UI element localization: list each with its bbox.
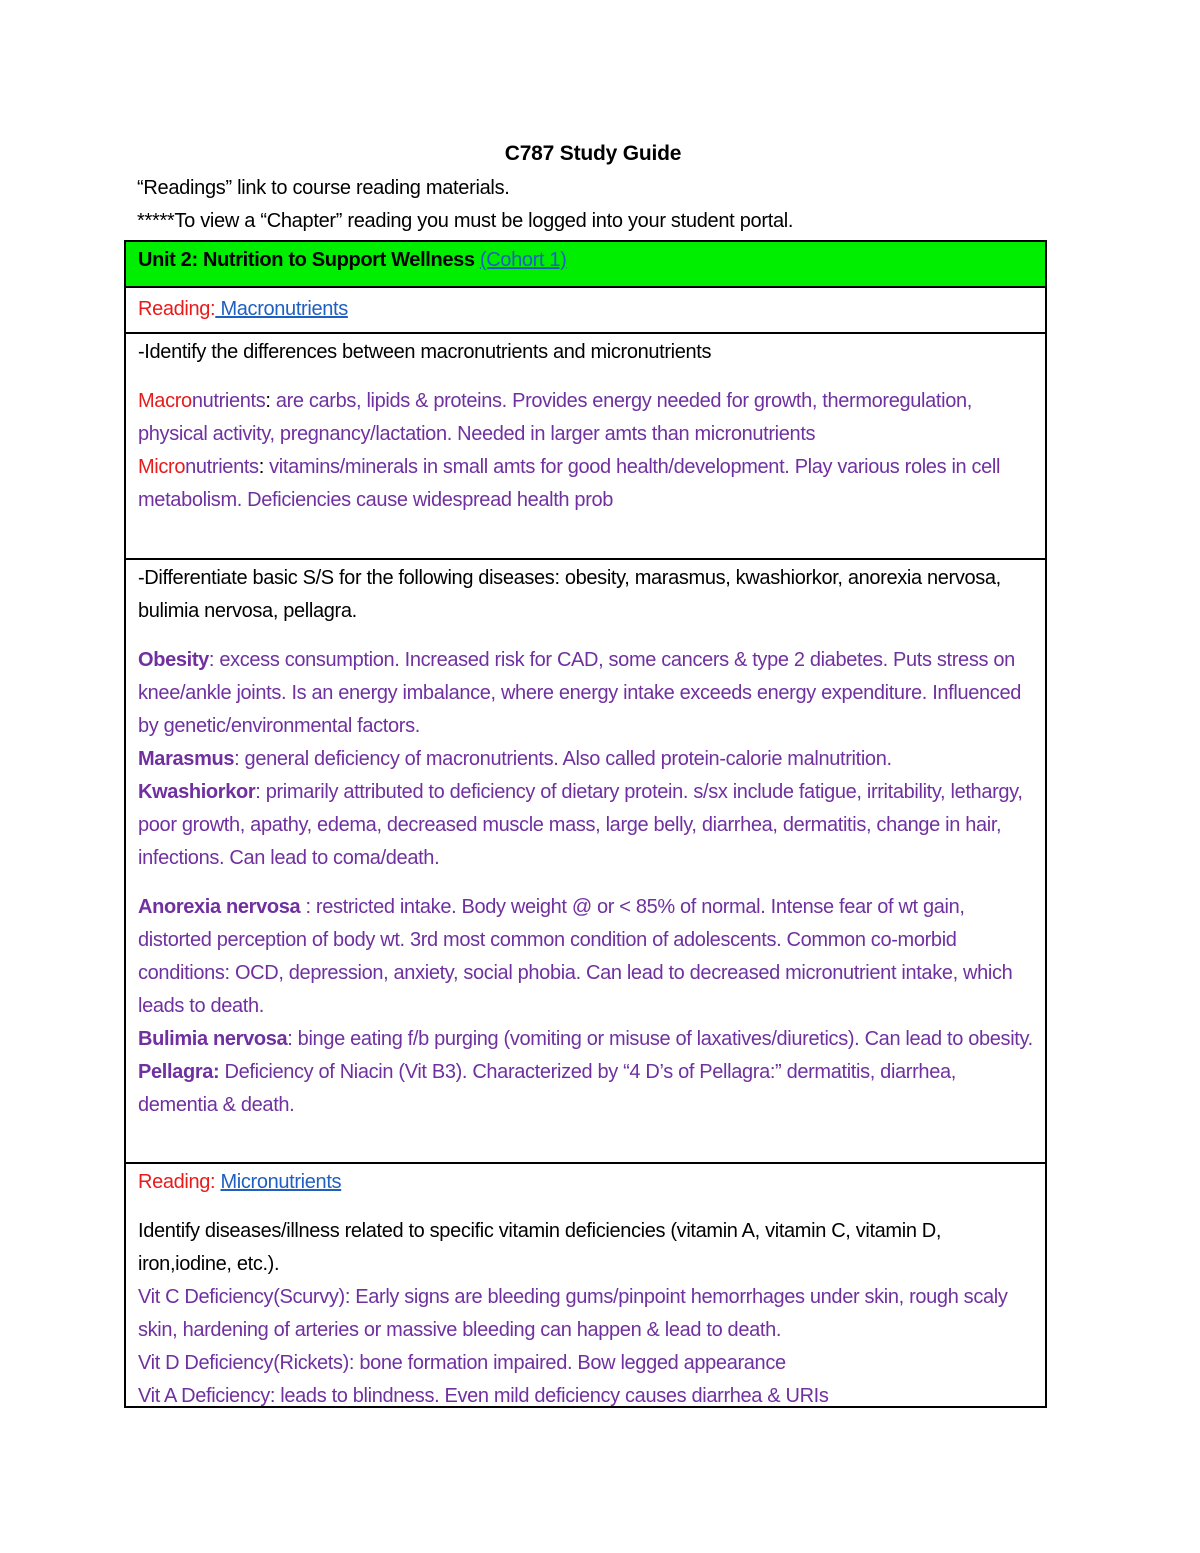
vitamin-a-entry: Vit A Deficiency: leads to blindness. Even mild deficiency causes diarrhea & URIs: [138, 1385, 829, 1407]
macro-colon: :: [265, 390, 276, 412]
bulimia-label: Bulimia nervosa: [138, 1028, 288, 1050]
macronutrients-definition: [138, 385, 1035, 451]
pellagra-entry: [138, 1056, 1035, 1122]
kwashiorkor-entry: [138, 776, 1035, 875]
page-title: C787 Study Guide: [504, 142, 682, 165]
study-guide-table: [124, 240, 1047, 1408]
intro-line-portal: *****To view a “Chapter” reading you must be logged into your student portal.: [137, 210, 794, 232]
marasmus-label: Marasmus: [138, 748, 235, 770]
obesity-text: : excess consumption. Increased risk for CAD, some cancers & type 2 diabetes. Puts stress on knee/ankle joints. Is an energy imbalance, where energy intake exceeds energy expenditure. Influenced by genetic/environmental factors.: [138, 649, 1022, 737]
micro-text: vitamins/minerals in small amts for good health/development. Play various roles in cell metabolism. Deficiencies cause widespread health prob: [138, 456, 1001, 511]
micronutrients-link[interactable]: Micronutrients: [220, 1171, 342, 1193]
micro-suffix: nutrients: [185, 456, 259, 478]
obesity-label: Obesity: [138, 649, 209, 671]
macro-micro-section: [126, 334, 1045, 560]
vitamin-c-entry: Vit C Deficiency(Scurvy): Early signs are bleeding gums/pinpoint hemorrhages under skin, rough scaly skin, hardening of arteries or massive bleeding can happen & lead to death.: [138, 1286, 1008, 1341]
macro-micro-heading: -Identify the differences between macronutrients and micronutrients: [138, 341, 712, 363]
pellagra-text: Deficiency of Niacin (Vit B3). Characterized by “4 D’s of Pellagra:” dermatitis, diarrhea, dementia & death.: [138, 1061, 956, 1116]
micro-colon: :: [258, 456, 270, 478]
marasmus-entry: [138, 743, 1035, 776]
kwashiorkor-text: : primarily attributed to deficiency of dietary protein. s/sx include fatigue, irritability, lethargy, poor growth, apathy, edema, decreased muscle mass, large belly, diarrhea, dermatitis, change in hair, infections. Can lead to coma/death.: [138, 781, 1023, 869]
unit-title: Unit 2: Nutrition to Support Wellness: [138, 249, 480, 271]
macronutrients-link[interactable]: Macronutrients: [215, 298, 348, 320]
anorexia-text: : restricted intake. Body weight @ or < 85% of normal. Intense fear of wt gain, distorted perception of body wt. 3rd most common condition of adolescents. Common co-morbid conditions: OCD, depression, anxiety, social phobia. Can lead to decreased micronutrient intake, which leads to death.: [138, 896, 1013, 1017]
diseases-section: [126, 560, 1045, 1164]
kwashiorkor-label: Kwashiorkor: [138, 781, 256, 803]
micronutrients-section: [126, 1164, 1045, 1408]
vitamin-deficiency-heading: Identify diseases/illness related to specific vitamin deficiencies (vitamin A, vitamin C, vitamin D, iron,iodine, etc.).: [138, 1220, 942, 1275]
micronutrients-definition: [138, 451, 1035, 517]
obesity-entry: [138, 644, 1035, 743]
micro-prefix: Micro: [138, 456, 186, 478]
bulimia-entry: [138, 1023, 1035, 1056]
pellagra-label: Pellagra:: [138, 1061, 220, 1083]
diseases-heading: -Differentiate basic S/S for the following diseases: obesity, marasmus, kwashiorkor, anorexia nervosa, bulimia nervosa, pellagra.: [138, 567, 1001, 622]
macro-text: are carbs, lipids & proteins. Provides energy needed for growth, thermoregulation, physical activity, pregnancy/lactation. Needed in larger amts than micronutrients: [138, 390, 972, 445]
anorexia-label: Anorexia nervosa: [138, 896, 301, 918]
vitamin-d-entry: Vit D Deficiency(Rickets): bone formation impaired. Bow legged appearance: [138, 1352, 786, 1374]
intro-line-readings: “Readings” link to course reading materials.: [137, 177, 510, 199]
reading-label-2: Reading:: [138, 1171, 216, 1193]
cohort-link[interactable]: (Cohort 1): [479, 249, 567, 271]
unit-header-row: [126, 242, 1045, 288]
reading-micronutrients-line: [138, 1166, 1035, 1199]
reading-macronutrients-row: [126, 288, 1045, 334]
macro-prefix: Macro: [138, 390, 192, 412]
bulimia-text: : binge eating f/b purging (vomiting or misuse of laxatives/diuretics). Can lead to obesity.: [287, 1028, 1033, 1050]
macro-suffix: nutrients: [191, 390, 266, 412]
reading-label: Reading:: [138, 298, 216, 320]
marasmus-text: : general deficiency of macronutrients. Also called protein-calorie malnutrition.: [234, 748, 892, 770]
anorexia-entry: [138, 891, 1035, 1023]
